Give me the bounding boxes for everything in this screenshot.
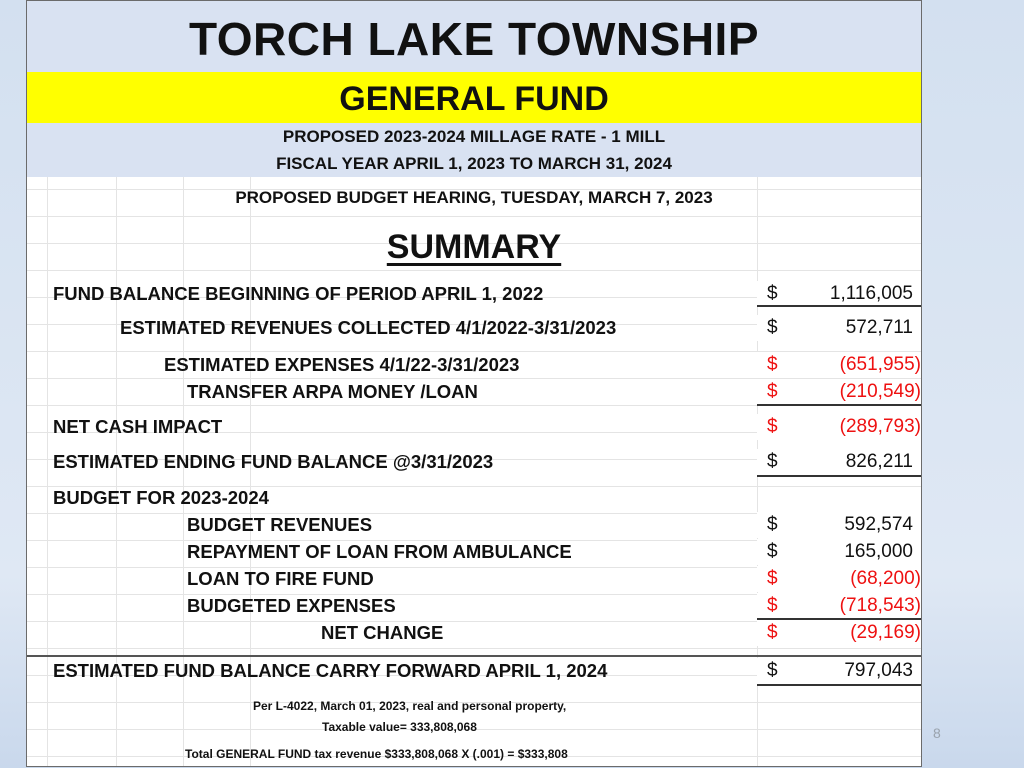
millage-rate-line: PROPOSED 2023-2024 MILLAGE RATE - 1 MILL <box>282 127 666 146</box>
note-taxable-property: Per L-4022, March 01, 2023, real and personal property, <box>253 699 567 713</box>
net-change-amount: $ (29,169) <box>757 620 922 646</box>
budget-header-label: BUDGET FOR 2023-2024 <box>53 487 269 508</box>
summary-heading: SUMMARY <box>386 228 562 266</box>
est-expenses-label: ESTIMATED EXPENSES 4/1/22-3/31/2023 <box>164 354 520 375</box>
est-revenues-label: ESTIMATED REVENUES COLLECTED 4/1/2022-3/31/2023 <box>120 317 617 338</box>
fund-balance-begin-label: FUND BALANCE BEGINNING OF PERIOD APRIL 1, 2022 <box>53 283 544 304</box>
budgeted-expenses-label: BUDGETED EXPENSES <box>187 595 396 616</box>
carry-forward-amount: $ 797,043 <box>757 658 922 686</box>
budget-revenues-amount: $ 592,574 <box>757 512 922 538</box>
repayment-loan-label: REPAYMENT OF LOAN FROM AMBULANCE <box>187 541 572 562</box>
hearing-line: PROPOSED BUDGET HEARING, TUESDAY, MARCH 7, 2023 <box>235 188 713 207</box>
repayment-loan-amount: $ 165,000 <box>757 539 922 565</box>
est-ending-balance-label: ESTIMATED ENDING FUND BALANCE @3/31/2023 <box>53 451 494 472</box>
fund-title: GENERAL FUND <box>339 80 609 118</box>
est-expenses-amount: $ (651,955) <box>757 352 922 378</box>
est-ending-balance-amount: $ 826,211 <box>757 449 922 477</box>
budgeted-expenses-amount: $ (718,543) <box>757 593 922 620</box>
net-cash-impact-amount: $ (289,793) <box>757 414 922 440</box>
fiscal-year-line: FISCAL YEAR APRIL 1, 2023 TO MARCH 31, 2024 <box>276 154 672 173</box>
carry-forward-divider <box>27 655 921 657</box>
note-taxable-value: Taxable value= 333,808,068 <box>322 720 477 734</box>
transfer-arpa-label: TRANSFER ARPA MONEY /LOAN <box>187 381 478 402</box>
township-title: TORCH LAKE TOWNSHIP <box>188 13 760 65</box>
loan-fire-fund-label: LOAN TO FIRE FUND <box>187 568 374 589</box>
fund-balance-begin-amount: $ 1,116,005 <box>757 281 922 307</box>
budget-summary-sheet <box>26 0 922 767</box>
loan-fire-fund-amount: $ (68,200) <box>757 566 922 592</box>
slide-page-number: 8 <box>933 725 941 741</box>
net-change-label: NET CHANGE <box>321 622 444 643</box>
budget-revenues-label: BUDGET REVENUES <box>187 514 373 535</box>
carry-forward-label: ESTIMATED FUND BALANCE CARRY FORWARD APRIL 1, 2024 <box>53 660 608 681</box>
transfer-arpa-amount: $ (210,549) <box>757 379 922 406</box>
est-revenues-amount: $ 572,711 <box>757 315 922 341</box>
note-tax-revenue: Total GENERAL FUND tax revenue $333,808,068 X (.001) = $333,808 <box>185 747 568 761</box>
net-cash-impact-label: NET CASH IMPACT <box>53 416 223 437</box>
